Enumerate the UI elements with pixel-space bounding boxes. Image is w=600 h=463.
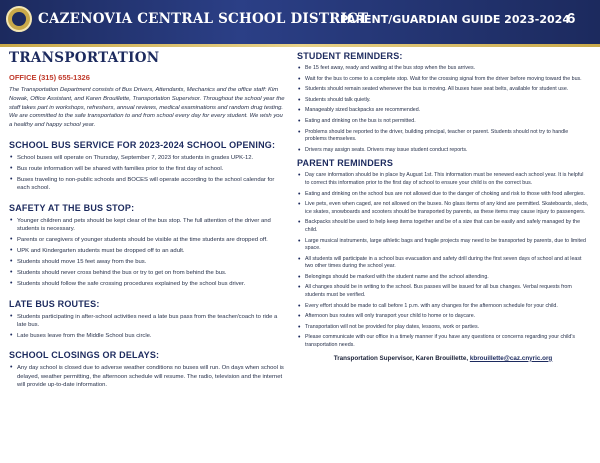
parent-reminders-heading: PARENT REMINDERS	[297, 158, 394, 169]
late-bus-heading: LATE BUS ROUTES:	[9, 298, 100, 309]
list-item: • Bus route information will be shared with families prior to the first day of school.	[9, 165, 285, 173]
list-item: • Students should follow the safe crossing procedures explained by the school bus driver.	[9, 280, 285, 288]
left-column	[9, 47, 285, 392]
list-item: • All students will participate in a school bus evacuation and safety drill during the first seven days of school and at least two other times during the school year.	[297, 256, 589, 271]
list-item: • Students should talk quietly.	[297, 97, 589, 105]
list-item: • Students should remain seated whenever the bus is moving. All buses have seat belts, available for student use.	[297, 86, 589, 94]
list-item: • Wait for the bus to come to a complete stop. Wait for the crossing signal from the driver before moving toward the bus.	[297, 76, 589, 84]
list-item: • Drivers may assign seats. Drivers may issue student conduct reports.	[297, 147, 589, 155]
bus-stop-heading: SAFETY AT THE BUS STOP:	[9, 202, 135, 213]
list-item: • Afternoon bus routes will only transport your child to home or to daycare.	[297, 313, 589, 321]
list-item: • Students should move 15 feet away from the bus.	[9, 258, 285, 266]
page-banner	[0, 0, 600, 44]
list-item: • Any day school is closed due to adverse weather conditions no buses will run. On days when school is delayed, weather permitting, the afternoon schedule will resume. The radio, television and the internet will provide up-to-date information.	[9, 364, 285, 389]
district-name: CAZENOVIA CENTRAL SCHOOL DISTRICT	[38, 11, 369, 27]
list-item: • Transportation will not be provided for play dates, lessons, work or parties.	[297, 324, 589, 332]
list-item: • Students should never cross behind the bus or try to get on from behind the bus.	[9, 269, 285, 277]
student-reminders-list	[297, 65, 589, 154]
list-item: • Day care information should be in place by August 1st. This information must be renewed each school year. It is helpful to correct this information prior to the first day of school to ensure your child is on the correct bus.	[297, 172, 589, 187]
list-item: • Large musical instruments, large athletic bags and fragile projects may need to be transported by parents, due to limited space.	[297, 238, 589, 253]
signature-line	[297, 355, 589, 362]
school-crest-icon	[6, 6, 32, 32]
intro-paragraph: The Transportation Department consists of Bus Drivers, Attendants, Mechanics and the office staff: Kim Nowak, Office Assistant, and Karen Brouillette, Transportation Supervisor. Throughout the school year the staff takes part in workshops, refreshers, annual reviews, medical examinations and random drug testing. We are committed to the safe transportation to and from school every day for every student. We wish you a healthy and happy school year.	[9, 87, 285, 129]
closings-list	[9, 364, 285, 389]
list-item: • Problems should be reported to the driver, building principal, teacher or parent. Students should not try to handle problems themselves.	[297, 129, 589, 144]
list-item: • School buses will operate on Thursday, September 7, 2023 for students in grades UPK-12.	[9, 154, 285, 162]
signature-text: Transportation Supervisor, Karen Brouillette,	[333, 354, 469, 362]
guide-title: PARENT/GUARDIAN GUIDE 2023-2024	[340, 13, 570, 26]
list-item: • Eating and drinking on the bus is not permitted.	[297, 118, 589, 126]
list-item: • Younger children and pets should be kept clear of the bus stop. The full attention of the driver and students is necessary.	[9, 217, 285, 234]
list-item: • UPK and Kindergarten students must be dropped off to an adult.	[9, 247, 285, 255]
list-item: • Belongings should be marked with the student name and the school attending.	[297, 274, 589, 282]
parent-reminders-list	[297, 172, 589, 349]
list-item: • Every effort should be made to call before 1 p.m. with any changes for the afternoon schedule for your child.	[297, 303, 589, 311]
right-column	[297, 47, 589, 362]
list-item: • Be 15 feet away, ready and waiting at the bus stop when the bus arrives.	[297, 65, 589, 73]
office-phone: OFFICE (315) 655-1326	[9, 73, 90, 82]
student-reminders-heading: STUDENT REMINDERS:	[297, 51, 403, 61]
list-item: • Buses traveling to non-public schools and BOCES will operate according to the school calendar for each school.	[9, 176, 285, 193]
section-title: TRANSPORTATION	[9, 50, 160, 66]
list-item: • Parents or caregivers of younger students should be visible at the time students are dropped off.	[9, 236, 285, 244]
list-item: • Eating and drinking on the school bus are not allowed due to the danger of choking and risk to those with food allergies.	[297, 191, 589, 199]
list-item: • Students participating in after-school activities need a late bus pass from the teacher/coach to ride a late bus.	[9, 313, 285, 330]
late-bus-list	[9, 313, 285, 341]
list-item: • All changes should be in writing to the school. Bus passes will be issued for all bus changes. Verbal requests from students must be verified.	[297, 284, 589, 299]
bus-service-list	[9, 154, 285, 193]
closings-heading: SCHOOL CLOSINGS OR DELAYS:	[9, 350, 160, 361]
bus-service-heading: SCHOOL BUS SERVICE FOR 2023-2024 SCHOOL OPENING:	[9, 139, 276, 150]
bus-stop-list	[9, 217, 285, 289]
list-item: • Please communicate with our office in a timely manner if you have any questions or concerns regarding your child's transportation needs.	[297, 334, 589, 349]
list-item: • Live pets, even when caged, are not allowed on the buses. No glass items of any kind are permitted. Skateboards, sleds, ice skates, snowboards and scooters should be transported by parents, as these items may cause injury to passengers.	[297, 201, 589, 216]
page-number: 6	[567, 10, 576, 27]
list-item: • Manageably sized backpacks are recommended.	[297, 107, 589, 115]
list-item: • Late buses leave from the Middle School bus circle.	[9, 332, 285, 340]
list-item: • Backpacks should be used to help keep items together and be of a size that can be easily and safely managed by the child.	[297, 219, 589, 234]
supervisor-email-link[interactable]: kbrouillette@caz.cnyric.org	[469, 354, 553, 362]
